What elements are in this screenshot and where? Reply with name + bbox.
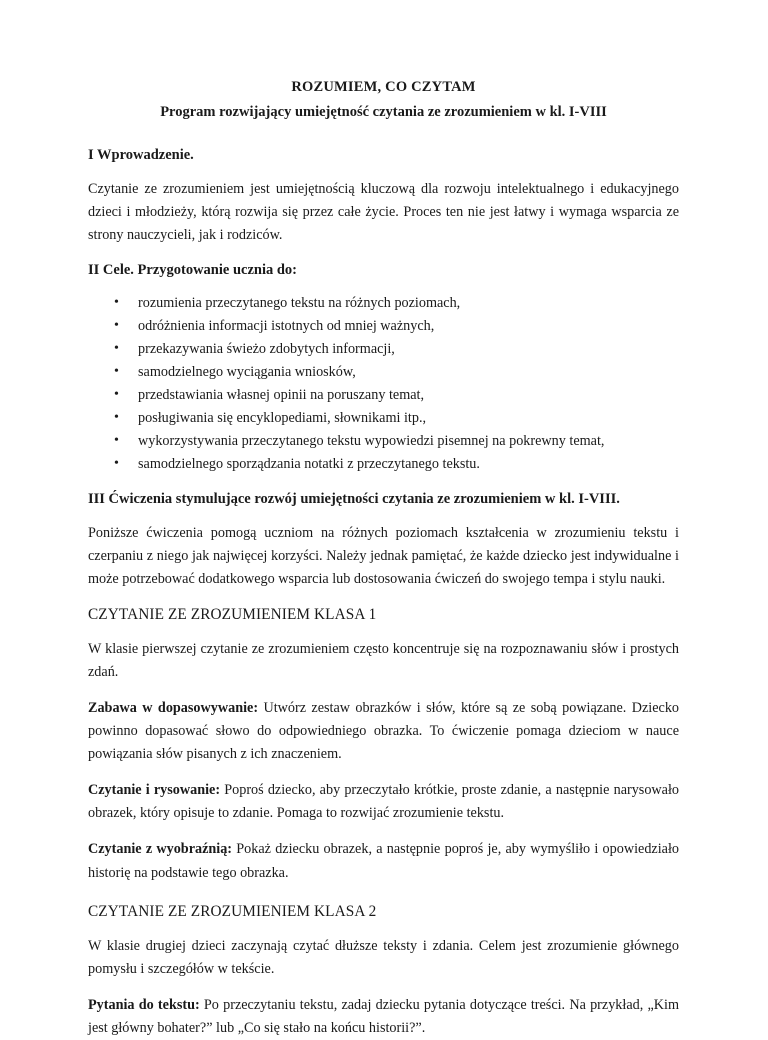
exercise-lead-label: Czytanie z wyobraźnią:: [88, 841, 233, 858]
goals-list: [88, 292, 679, 476]
list-item: • samodzielnego wyciągania wniosków,: [88, 361, 679, 384]
exercise-description: Utwórz zestaw obrazków i słów, które są ze sobą powiązane. Dziecko powinno dopasować słowo do odpowiedniego obrazka. To ćwiczenie pomaga dzieciom w nauce powiązania słów pisanych z ich znaczeniem.: [88, 699, 680, 763]
grade-2-exercise: [88, 994, 679, 1040]
introduction-paragraph: Czytanie ze zrozumieniem jest umiejętnością kluczową dla rozwoju intelektualnego i edukacyjnego dzieci i młodzieży, którą rozwija się przez całe życie. Proces ten nie jest łatwy i wymaga wsparcia ze strony nauczycieli, jak i rodziców.: [88, 181, 679, 244]
section-heading-goals: II Cele. Przygotowanie ucznia do:: [88, 261, 298, 278]
grade-1-intro-paragraph: W klasie pierwszej czytanie ze zrozumieniem często koncentruje się na rozpoznawaniu słów i prostych zdań.: [88, 640, 679, 680]
exercise-description: Pokaż dziecku obrazek, a następnie poproś je, aby wymyśliło i opowiedziało historię na podstawie tego obrazka.: [88, 841, 679, 881]
document-title: ROZUMIEM, CO CZYTAM: [291, 79, 476, 95]
list-item: • rozumienia przeczytanego tekstu na różnych poziomach,: [88, 292, 679, 315]
grade-1-exercise: [88, 697, 679, 766]
class-heading-grade-1: CZYTANIE ZE ZROZUMIENIEM KLASA 1: [88, 605, 377, 623]
grade-1-exercise: [88, 779, 679, 825]
list-item: • odróżnienia informacji istotnych od mniej ważnych,: [88, 315, 679, 338]
grade-2-intro-paragraph: W klasie drugiej dzieci zaczynają czytać dłuższe teksty i zdania. Celem jest zrozumienie głównego pomysłu i szczegółów w tekście.: [88, 937, 679, 977]
list-item: • przekazywania świeżo zdobytych informacji,: [88, 338, 679, 361]
exercise-description: Po przeczytaniu tekstu, zadaj dziecku pytania dotyczące treści. Na przykład, „Kim jest główny bohater?” lub „Co się stało na końcu historii?”.: [88, 996, 679, 1037]
section-heading-exercises: III Ćwiczenia stymulujące rozwój umiejętności czytania ze zrozumieniem w kl. I-VIII.: [88, 491, 620, 508]
document-subtitle: Program rozwijający umiejętność czytania ze zrozumieniem w kl. I-VIII: [160, 104, 607, 121]
exercises-intro-paragraph: Poniższe ćwiczenia pomogą uczniom na różnych poziomach kształcenia w zrozumieniu tekstu i czerpaniu z niego jak najwięcej korzyści. Należy jednak pamiętać, że każde dziecko jest indywidualne i może potrzebować dodatkowego wsparcia lub dostosowania ćwiczeń do swojego tempa i stylu nauki.: [88, 525, 679, 588]
exercise-description: Poproś dziecko, aby przeczytało krótkie, proste zdanie, a następnie narysowało obrazek, który opisuje to zdanie. Pomaga to rozwijać zrozumienie tekstu.: [88, 782, 679, 822]
exercise-lead-label: Zabawa w dopasowywanie:: [88, 699, 259, 716]
list-item: • samodzielnego sporządzania notatki z przeczytanego tekstu.: [88, 453, 679, 476]
section-heading-introduction: I Wprowadzenie.: [88, 147, 194, 164]
list-item: • posługiwania się encyklopediami, słownikami itp.,: [88, 407, 679, 430]
exercise-lead-label: Pytania do tekstu:: [88, 996, 200, 1013]
class-heading-grade-2: CZYTANIE ZE ZROZUMIENIEM KLASA 2: [88, 902, 377, 920]
list-item: • przedstawiania własnej opinii na poruszany temat,: [88, 384, 679, 407]
exercise-lead-label: Czytanie i rysowanie:: [88, 782, 221, 799]
grade-1-exercise: [88, 838, 679, 884]
list-item: • wykorzystywania przeczytanego tekstu wypowiedzi pisemnej na pokrewny temat,: [88, 430, 679, 453]
